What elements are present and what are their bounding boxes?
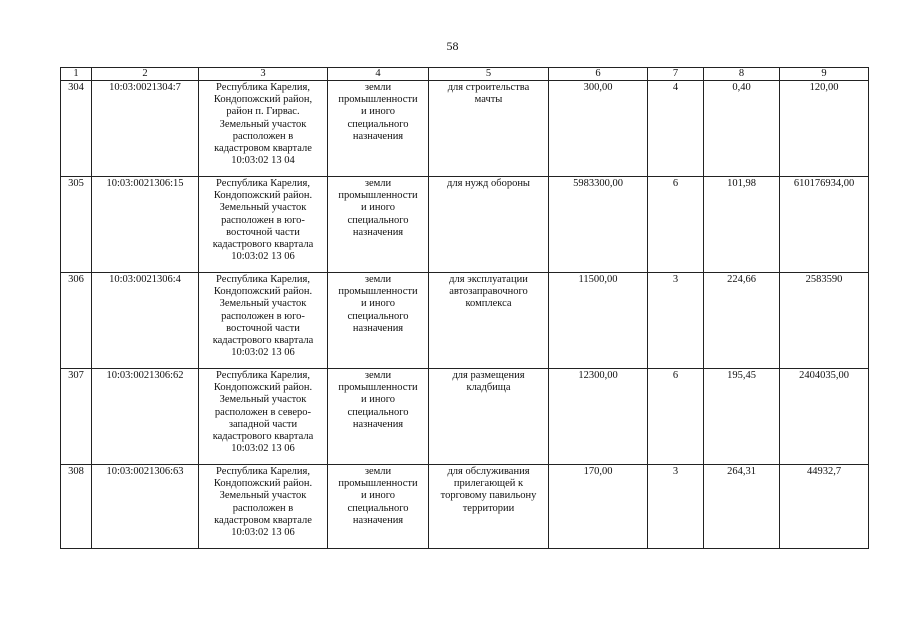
column-header-9: 9 (780, 68, 869, 81)
column-header-3: 3 (199, 68, 328, 81)
land-category-text: земли промышленности и иного специального назначения (338, 370, 418, 430)
table-row (61, 465, 869, 549)
row-number: 305 (61, 177, 92, 273)
cadastral-number: 10:03:0021306:62 (92, 369, 199, 465)
permitted-use-text: для обслуживания прилегающей к торговому павильону территории (440, 466, 537, 514)
row-number: 307 (61, 369, 92, 465)
column-7-value: 6 (648, 177, 704, 273)
location-description (199, 465, 328, 549)
permitted-use-text: для размещения кладбища (452, 370, 525, 394)
row-number: 306 (61, 273, 92, 369)
table-row (61, 369, 869, 465)
cadastral-number: 10:03:0021306:63 (92, 465, 199, 549)
table-row (61, 81, 869, 177)
land-category-text: земли промышленности и иного специального назначения (338, 274, 418, 334)
land-category (328, 273, 429, 369)
column-8-value: 195,45 (704, 369, 780, 465)
column-8-value: 264,31 (704, 465, 780, 549)
land-category-text: земли промышленности и иного специального назначения (338, 178, 418, 238)
area-value: 11500,00 (549, 273, 648, 369)
location-description (199, 177, 328, 273)
column-9-value: 120,00 (780, 81, 869, 177)
area-value: 5983300,00 (549, 177, 648, 273)
column-header-4: 4 (328, 68, 429, 81)
page-number: 58 (446, 39, 459, 53)
table-row (61, 177, 869, 273)
column-header-7: 7 (648, 68, 704, 81)
location-text: Республика Карелия, Кондопожский район. Земельный участок расположен в северо- западной части кадастрового квартала 10:03:02 13 06 (212, 370, 314, 455)
cadastral-number: 10:03:0021304:7 (92, 81, 199, 177)
location-text: Республика Карелия, Кондопожский район. Земельный участок расположен в юго- восточной части кадастрового квартала 10:03:02 13 06 (212, 178, 314, 263)
land-category (328, 465, 429, 549)
column-7-value: 6 (648, 369, 704, 465)
location-text: Республика Карелия, Кондопожский район. Земельный участок расположен в кадастровом квартале 10:03:02 13 06 (213, 466, 313, 539)
column-7-value: 3 (648, 465, 704, 549)
land-category-text: земли промышленности и иного специального назначения (338, 466, 418, 526)
permitted-use-text: для эксплуатации автозаправочного комплекса (449, 274, 528, 310)
column-header-2: 2 (92, 68, 199, 81)
location-text: Республика Карелия, Кондопожский район, район п. Гирвас. Земельный участок расположен в кадастровом квартале 10:03:02 13 04 (213, 82, 313, 167)
area-value: 300,00 (549, 81, 648, 177)
column-header-1: 1 (61, 68, 92, 81)
permitted-use (429, 81, 549, 177)
land-category-text: земли промышленности и иного специального назначения (338, 82, 418, 142)
permitted-use (429, 177, 549, 273)
row-number: 304 (61, 81, 92, 177)
permitted-use-text: для нужд обороны (446, 178, 530, 189)
permitted-use (429, 465, 549, 549)
column-9-value: 610176934,00 (780, 177, 869, 273)
location-text: Республика Карелия, Кондопожский район. Земельный участок расположен в юго- восточной части кадастрового квартала 10:03:02 13 06 (212, 274, 314, 359)
table-row (61, 273, 869, 369)
permitted-use (429, 369, 549, 465)
row-number: 308 (61, 465, 92, 549)
column-9-value: 2404035,00 (780, 369, 869, 465)
column-header-5: 5 (429, 68, 549, 81)
location-description (199, 81, 328, 177)
land-category (328, 177, 429, 273)
column-number-header-row (61, 68, 869, 81)
column-7-value: 3 (648, 273, 704, 369)
cadastral-number: 10:03:0021306:15 (92, 177, 199, 273)
column-8-value: 224,66 (704, 273, 780, 369)
permitted-use-text: для строительства мачты (447, 82, 530, 106)
column-8-value: 101,98 (704, 177, 780, 273)
area-value: 170,00 (549, 465, 648, 549)
column-header-6: 6 (549, 68, 648, 81)
land-plot-table (60, 67, 869, 549)
land-category (328, 369, 429, 465)
column-header-8: 8 (704, 68, 780, 81)
column-7-value: 4 (648, 81, 704, 177)
permitted-use (429, 273, 549, 369)
land-category (328, 81, 429, 177)
location-description (199, 369, 328, 465)
column-8-value: 0,40 (704, 81, 780, 177)
column-9-value: 2583590 (780, 273, 869, 369)
cadastral-number: 10:03:0021306:4 (92, 273, 199, 369)
column-9-value: 44932,7 (780, 465, 869, 549)
area-value: 12300,00 (549, 369, 648, 465)
location-description (199, 273, 328, 369)
